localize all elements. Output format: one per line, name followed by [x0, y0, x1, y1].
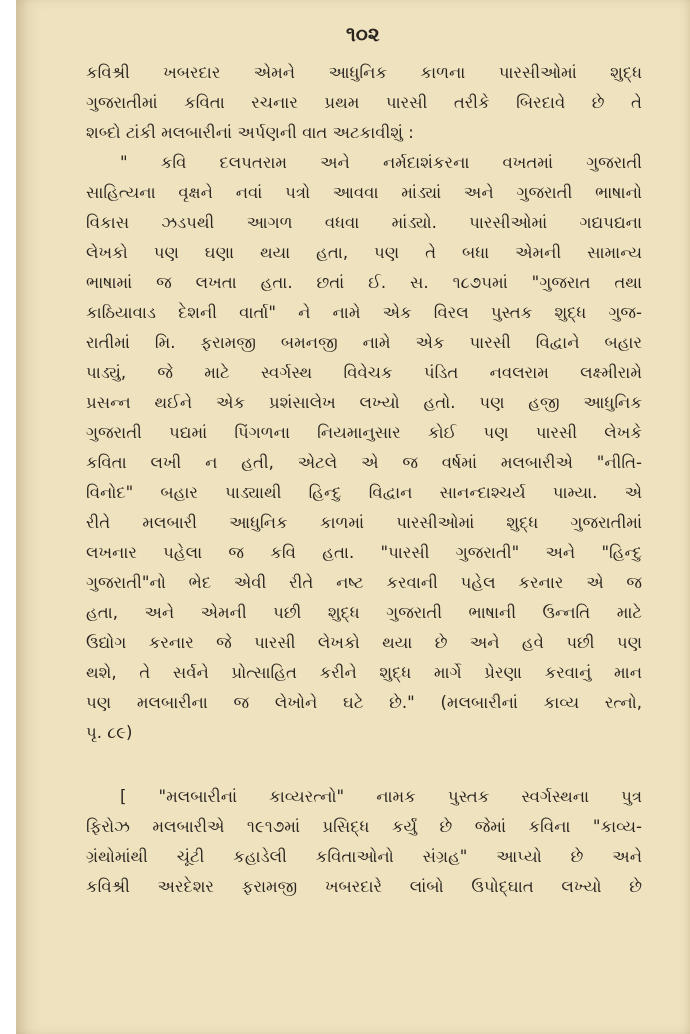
text-line: લેખકો પણ ઘણા થયા હતા, પણ તે બધા એમની સામાન્ય	[86, 243, 642, 262]
text-line: કવિતા લખી ન હતી, એટલે એ જ વર્ષમાં મલબારીએ "નીતિ-	[86, 453, 642, 472]
text-line: [ "મલબારીનાં કાવ્યરત્નો" નામક પુસ્તક સ્વર્ગસ્થના પુત્ર	[120, 787, 642, 806]
text-line: કાઠિયાવાડ દેશની વાર્તા" ને નામે એક વિરલ પુસ્તક શુદ્ધ ગુજ-	[86, 303, 642, 322]
body-text	[86, 58, 642, 902]
text-line: ભાષામાં જ લખતા હતા. છતાં ઈ. સ. ૧૮૭૫માં "ગુજરાત તથા	[86, 273, 642, 292]
text-line: ઉદ્યોગ કરનાર જે પારસી લેખકો થયા છે અને હવે પછી પણ	[86, 633, 642, 652]
text-line: પણ મલબારીના જ લેખોને ઘટે છે." (મલબારીનાં કાવ્ય રત્નો,	[86, 693, 642, 712]
page-number: ૧૦૨	[346, 22, 380, 46]
text-line: હતા, અને એમની પછી શુદ્ધ ગુજરાતી ભાષાની ઉન્નતિ માટે	[86, 603, 642, 622]
text-line: ફિરોઝ મલબારીએ ૧૯૧૭માં પ્રસિદ્ધ કર્યું છે જેમાં કવિના "કાવ્ય-	[86, 817, 642, 836]
text-line: રાતીમાં મિ. ફરામજી બમનજી નામે એક પારસી વિદ્વાને બહાર	[86, 333, 642, 352]
text-line: પૃ. ૮૯)	[86, 723, 133, 742]
text-line: રીતે મલબારી આધુનિક કાળમાં પારસીઓમાં શુદ્ધ ગુજરાતીમાં	[86, 513, 642, 532]
text-line: લખનાર પહેલા જ કવિ હતા. "પારસી ગુજરાતી" અને "હિન્દુ	[86, 543, 642, 562]
text-line: વિનોદ" બહાર પાડ્યાથી હિન્દુ વિદ્વાન સાનન્દાશ્ચર્ય પામ્યા. એ	[86, 483, 642, 502]
paragraph-1	[86, 58, 642, 148]
paragraph-3-note	[86, 782, 642, 902]
paragraph-gap	[86, 748, 642, 782]
text-line: વિકાસ ઝડપથી આગળ વધવા માંડ્યો. પારસીઓમાં ગદ્યપદ્યના	[86, 213, 642, 232]
text-line: પાડ્યું, જે માટે સ્વર્ગસ્થ વિવેચક પંડિત નવલરામ લક્ષ્મીરામે	[86, 363, 642, 382]
text-line: ગુજરાતીમાં કવિતા રચનાર પ્રથમ પારસી તરીકે બિરદાવે છે તે	[86, 93, 642, 112]
book-page	[16, 0, 690, 1034]
text-line: પ્રસન્ન થઈને એક પ્રશંસાલેખ લખ્યો હતો. પણ હજી આધુનિક	[86, 393, 642, 412]
text-line: " કવિ દલપતરામ અને નર્મદાશંકરના વખતમાં ગુજરાતી	[120, 153, 642, 172]
text-line: શબ્દો ટાંકી મલબારીનાં અર્પણની વાત અટકાવીશું :	[86, 123, 414, 142]
paragraph-2-quote	[86, 148, 642, 748]
text-line: ગ્રંથોમાંથી ચૂંટી કહાડેલી કવિતાઓનો સંગ્રહ" આપ્યો છે અને	[86, 847, 642, 866]
text-line: કવિશ્રી ખબરદાર એમને આધુનિક કાળના પારસીઓમાં શુદ્ધ	[86, 63, 642, 82]
text-line: થશે, તે સર્વને પ્રોત્સાહિત કરીને શુદ્ધ માર્ગે પ્રેરણા કરવાનું માન	[86, 663, 642, 682]
text-line: કવિશ્રી અરદેશર ફરામજી ખબરદારે લાંબો ઉપોદ્ઘાત લખ્યો છે	[86, 877, 642, 896]
text-line: ગુજરાતી"નો ભેદ એવી રીતે નષ્ટ કરવાની પહેલ કરનાર એ જ	[86, 573, 642, 592]
text-line: સાહિત્યના વૃક્ષને નવાં પત્રો આવવા માંડ્યાં અને ગુજરાતી ભાષાનો	[86, 183, 642, 202]
text-line: ગુજરાતી પદ્યમાં પિંગળના નિયમાનુસાર કોઈ પણ પારસી લેખકે	[86, 423, 642, 442]
